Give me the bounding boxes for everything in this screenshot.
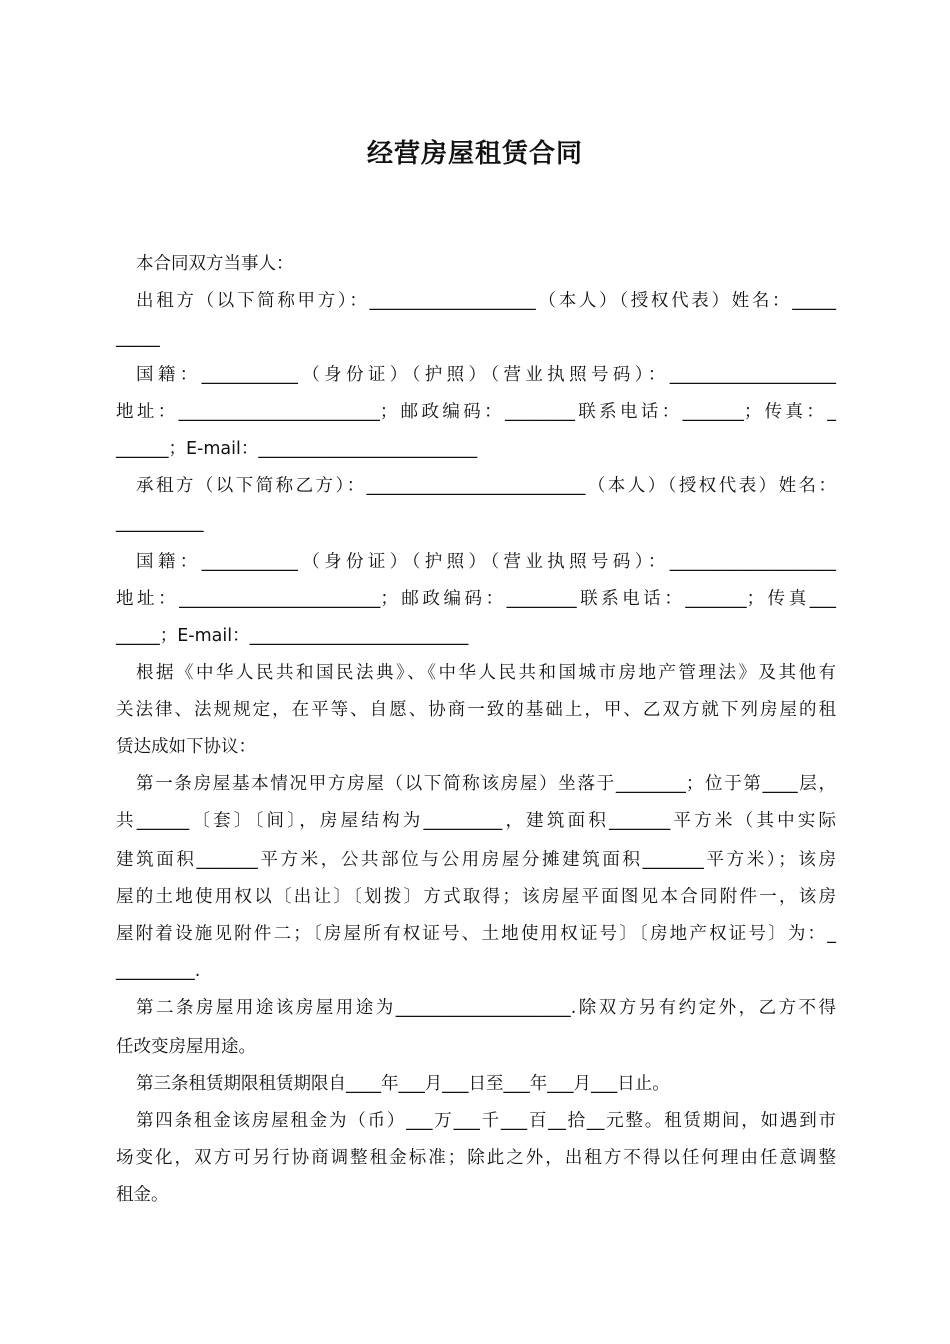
article-1-line-4: 屋的土地使用权以〔出让〕〔划拨〕方式取得；该房屋平面图见本合同附件一，该房 bbox=[116, 887, 836, 907]
lessor-line: 出租方（以下简称甲方）：___________________（本人）（授权代表）姓名：_____ bbox=[136, 291, 836, 311]
lessor-email-line: ______；E-mail：_________________________ bbox=[116, 439, 478, 459]
lessee-address-line: 地址：_______________________；邮政编码：________联系电话：_______；传真___ bbox=[116, 589, 836, 609]
article-3-line: 第三条租赁期限租赁期限自____年___月___日至___年___月___日止。 bbox=[136, 1074, 670, 1094]
article-1-line-5: 屋附着设施见附件二；〔房屋所有权证号、土地使用权证号〕〔房地产权证号〕为：_ bbox=[116, 924, 836, 944]
lessee-nationality-line: 国籍：___________（身份证）（护照）（营业执照号码）：___________________ bbox=[136, 552, 836, 572]
article-4-line-1: 第四条租金该房屋租金为（币）___万___千___百__拾__元整。租赁期间，如遇到市 bbox=[136, 1111, 836, 1131]
lessor-nationality-line: 国籍：___________（身份证）（护照）（营业执照号码）：___________________ bbox=[136, 365, 836, 385]
article-2-line-1: 第二条房屋用途该房屋用途为____________________.除双方另有约定外，乙方不得 bbox=[136, 998, 836, 1018]
article-4-line-3: 租金。 bbox=[116, 1185, 169, 1205]
preamble-line-3: 赁达成如下协议： bbox=[116, 737, 256, 757]
article-1-line-2: 共______〔套〕〔间〕，房屋结构为_________，建筑面积_______平方米（其中实际 bbox=[116, 811, 836, 831]
article-4-line-2: 场变化，双方可另行协商调整租金标准；除此之外，出租方不得以任何理由任意调整 bbox=[116, 1148, 836, 1168]
lessor-address-line: 地址：_______________________；邮政编码：________联系电话：_______；传真：_ bbox=[116, 402, 836, 422]
article-1-line-3: 建筑面积_______平方米，公共部位与公用房屋分摊建筑面积_______平方米）；该房 bbox=[116, 850, 836, 870]
lessee-email-line: _____；E-mail：_________________________ bbox=[116, 626, 469, 646]
lessor-line-cont: _____ bbox=[116, 328, 160, 348]
parties-heading: 本合同双方当事人： bbox=[136, 254, 294, 274]
lessee-line-cont: __________ bbox=[116, 513, 204, 533]
article-1-line-6: _________. bbox=[116, 961, 201, 981]
preamble-line-2: 关法律、法规规定，在平等、自愿、协商一致的基础上，甲、乙双方就下列房屋的租 bbox=[116, 700, 836, 720]
document-title: 经营房屋租赁合同 bbox=[366, 139, 583, 169]
article-2-line-2: 任改变房屋用途。 bbox=[116, 1037, 256, 1057]
preamble-line-1: 根据《中华人民共和国民法典》、《中华人民共和国城市房地产管理法》及其他有 bbox=[136, 663, 836, 683]
lessee-line: 承租方（以下简称乙方）：_________________________（本人）（授权代表）姓名： bbox=[136, 476, 836, 496]
article-1-line-1: 第一条房屋基本情况甲方房屋（以下简称该房屋）坐落于________；位于第____层， bbox=[136, 774, 836, 794]
